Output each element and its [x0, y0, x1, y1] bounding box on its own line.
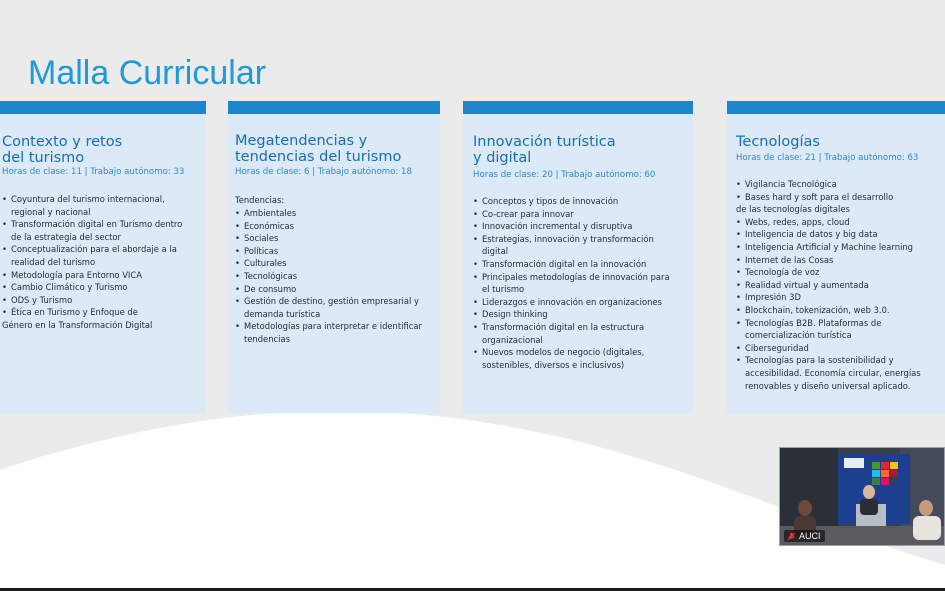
- list-item: de las tecnologías digitales: [736, 204, 850, 215]
- list-item: • Transformación digital en la estructura: [473, 321, 688, 334]
- card-top-bar: [0, 101, 206, 114]
- list-item: • Metodología para Entorno VICA: [2, 269, 202, 282]
- list-item: • Blockchain, tokenización, web 3.0.: [736, 304, 941, 317]
- list-item: • Sociales: [235, 232, 435, 245]
- list-item: • Principales metodologías de innovación para: [473, 271, 688, 284]
- card-title: [736, 134, 820, 150]
- list-item: • Metodologías para interpretar e identificar: [235, 320, 435, 333]
- list-item: • Estrategias, innovación y transformación: [473, 233, 688, 246]
- card-title-line: Contexto y retos: [2, 134, 123, 150]
- card-title-line: y digital: [473, 150, 532, 166]
- card-topic-list: [235, 207, 435, 346]
- list-item: • Económicas: [235, 220, 435, 233]
- list-item: • Conceptos y tipos de innovación: [473, 195, 688, 208]
- list-item: • Transformación digital en la innovación: [473, 258, 688, 271]
- list-item: • Conceptualización para el abordaje a la: [2, 243, 202, 256]
- card-title-line: Innovación turística: [473, 134, 616, 150]
- list-item: organizacional: [482, 334, 543, 345]
- card-title-line: Tecnologías: [736, 134, 820, 150]
- list-item: de la estrategia del sector: [11, 231, 121, 242]
- card-title: [473, 134, 616, 166]
- list-item: Género en la Transformación Digital: [2, 319, 153, 330]
- card-hours: Horas de clase: 11 | Trabajo autónomo: 33: [2, 167, 185, 177]
- list-item: • Ambientales: [235, 207, 435, 220]
- slide-title: Malla Curricular: [28, 54, 267, 92]
- card-hours: Horas de clase: 6 | Trabajo autónomo: 18: [235, 167, 412, 177]
- list-item: sostenibles, diversos e inclusivos): [482, 359, 625, 370]
- list-item: • Tecnología de voz: [736, 266, 941, 279]
- card-title-line: del turismo: [2, 150, 85, 166]
- card-megatendencias: [228, 101, 440, 413]
- participant-name: AUCI: [799, 531, 821, 541]
- tendencias-label: Tendencias:: [235, 195, 285, 205]
- list-item: • Bases hard y soft para el desarrollo: [736, 191, 941, 204]
- list-item: demanda turística: [244, 308, 321, 319]
- list-item: • Gestión de destino, gestión empresarial y: [235, 295, 435, 308]
- mic-muted-icon[interactable]: [787, 532, 796, 541]
- list-item: regional y nacional: [11, 206, 91, 217]
- list-item: • Co-crear para innovar: [473, 208, 688, 221]
- list-item: • Innovación incremental y disruptiva: [473, 220, 688, 233]
- list-item: • Tecnológicas: [235, 270, 435, 283]
- list-item: • ODS y Turismo: [2, 294, 202, 307]
- card-title-line: tendencias del turismo: [235, 149, 402, 165]
- list-item: • Ética en Turismo y Enfoque de: [2, 306, 202, 319]
- card-hours: Horas de clase: 21 | Trabajo autónomo: 63: [736, 153, 919, 163]
- list-item: • Tecnologías B2B. Plataformas de: [736, 317, 941, 330]
- list-item: el turismo: [482, 284, 525, 295]
- list-item: tendencias: [244, 333, 290, 344]
- list-item: • De consumo: [235, 283, 435, 296]
- list-item: • Coyuntura del turismo internacional,: [2, 193, 202, 206]
- list-item: • Políticas: [235, 245, 435, 258]
- card-topic-list: [473, 195, 688, 371]
- card-top-bar: [228, 101, 440, 114]
- card-contexto: [0, 101, 206, 413]
- list-item: • Vigilancia Tecnológica: [736, 178, 941, 191]
- list-item: • Inteligencia Artificial y Machine learning: [736, 241, 941, 254]
- list-item: • Webs, redes, apps, cloud: [736, 216, 941, 229]
- card-innovacion: [463, 101, 693, 413]
- card-title-line: Megatendencias y: [235, 133, 368, 149]
- list-item: • Ciberseguridad: [736, 342, 941, 355]
- card-top-bar: [727, 101, 945, 114]
- list-item: • Liderazgos e innovación en organizaciones: [473, 296, 688, 309]
- list-item: • Cambio Climático y Turismo: [2, 281, 202, 294]
- card-title: [2, 134, 122, 166]
- video-participant-tile[interactable]: [779, 447, 945, 546]
- list-item: • Impresión 3D: [736, 291, 941, 304]
- list-item: • Tecnologías para la sostenibilidad y: [736, 354, 941, 367]
- list-item: • Inteligencia de datos y big data: [736, 228, 941, 241]
- card-title: [235, 133, 401, 165]
- card-tecnologias: [727, 101, 945, 413]
- participant-name-tag: [784, 530, 825, 542]
- list-item: accesibilidad. Economía circular, energías: [745, 367, 921, 378]
- card-top-bar: [463, 101, 693, 114]
- list-item: • Design thinking: [473, 308, 688, 321]
- list-item: digital: [482, 246, 509, 257]
- list-item: renovables y diseño universal aplicado.: [745, 380, 911, 391]
- card-hours: Horas de clase: 20 | Trabajo autónomo: 60: [473, 170, 656, 180]
- list-item: • Nuevos modelos de negocio (digitales,: [473, 346, 688, 359]
- list-item: comercialización turística: [745, 330, 852, 341]
- list-item: realidad del turismo: [11, 256, 96, 267]
- list-item: • Transformación digital en Turismo dentro: [2, 218, 202, 231]
- list-item: • Internet de las Cosas: [736, 254, 941, 267]
- list-item: • Culturales: [235, 257, 435, 270]
- list-item: • Realidad virtual y aumentada: [736, 279, 941, 292]
- card-topic-list: [736, 178, 941, 392]
- card-topic-list: [2, 193, 202, 332]
